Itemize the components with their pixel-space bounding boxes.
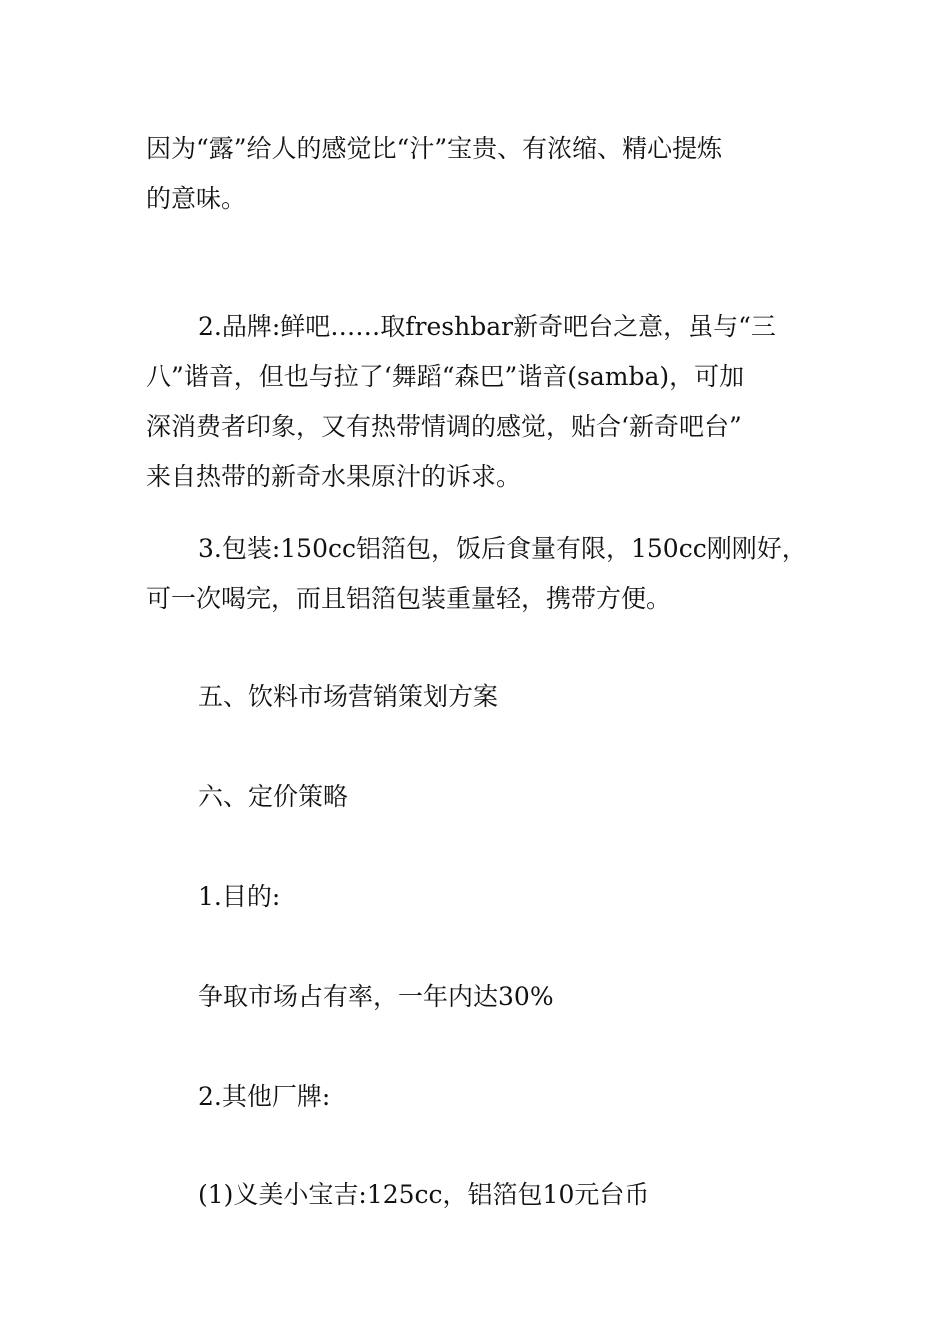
list-item-brand <box>146 1170 810 1220</box>
text-line: 深消费者印象，又有热带情调的感觉，贴合‘新奇吧台” <box>146 412 742 441</box>
text-line: (1)义美小宝吉:125cc，铝箔包10元台币 <box>198 1180 650 1209</box>
text-line: 来自热带的新奇水果原汁的诉求。 <box>146 462 522 491</box>
paragraph-market-share-goal <box>146 972 810 1022</box>
section-heading-marketing-plan <box>146 672 810 722</box>
text-line: 的意味。 <box>146 184 247 213</box>
text-line: 八”谐音，但也与拉了‘舞蹈“森巴”谐音(samba)，可加 <box>146 362 745 391</box>
text-line: 2.其他厂牌: <box>198 1082 331 1111</box>
text-line: 可一次喝完，而且铝箔包装重量轻，携带方便。 <box>146 584 672 613</box>
subheading-purpose <box>146 872 810 922</box>
paragraph-packaging <box>146 524 810 624</box>
subheading-other-brands <box>146 1072 810 1122</box>
text-line: 五、饮料市场营销策划方案 <box>198 682 499 711</box>
text-line: 1.目的: <box>198 882 281 911</box>
text-line: 2.品牌:鲜吧……取freshbar新奇吧台之意，虽与“三 <box>198 312 776 341</box>
paragraph-brand <box>146 302 810 502</box>
text-line: 争取市场占有率，一年内达30% <box>198 982 554 1011</box>
text-line: 六、定价策略 <box>198 782 349 811</box>
section-heading-pricing-strategy <box>146 772 810 822</box>
text-line: 3.包装:150cc铝箔包，饭后食量有限，150cc刚刚好， <box>198 534 807 563</box>
text-line: 因为“露”给人的感觉比“汁”宝贵、有浓缩、精心提炼 <box>146 134 723 163</box>
paragraph-dew-meaning <box>146 124 810 224</box>
